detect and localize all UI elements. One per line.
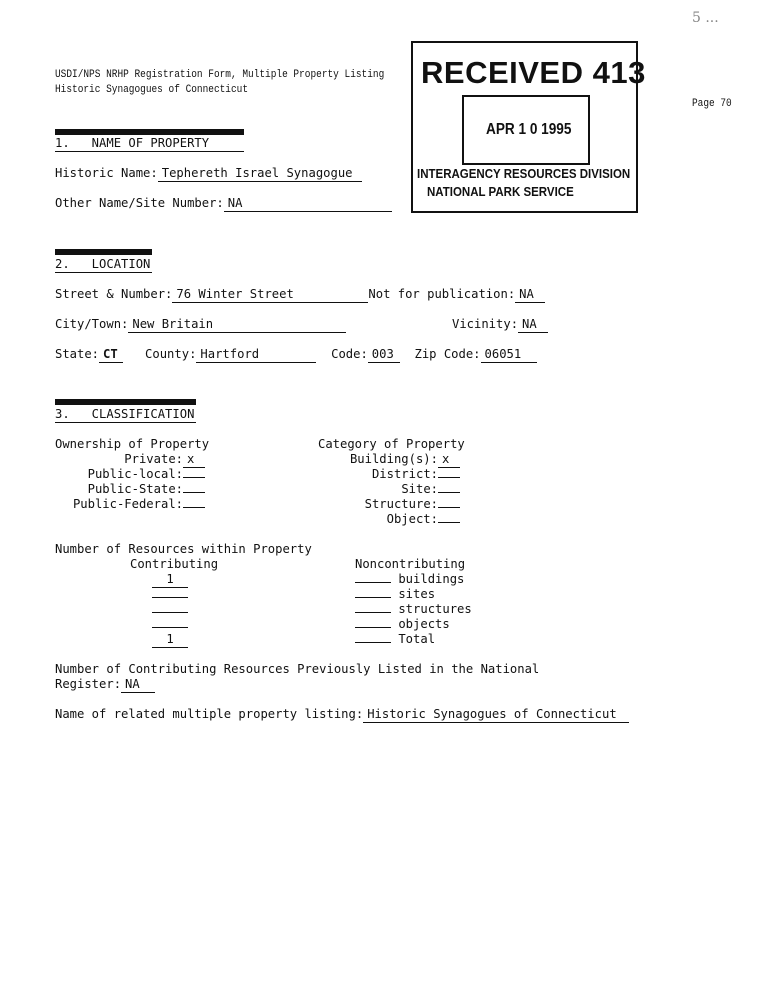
vicinity-label: Vicinity: bbox=[452, 317, 519, 331]
ownership-private-mark: x bbox=[183, 452, 205, 468]
ownership-label: Public-Federal: bbox=[72, 497, 183, 511]
category-heading: Category of Property bbox=[318, 437, 465, 451]
category-label: Structure: bbox=[364, 497, 438, 511]
other-name-row bbox=[55, 196, 392, 212]
historic-name-row bbox=[55, 166, 362, 182]
section-bar bbox=[55, 129, 244, 135]
previously-listed-row bbox=[55, 677, 155, 693]
category-label: Object: bbox=[386, 512, 438, 526]
contributing-buildings: 1 bbox=[152, 572, 188, 588]
state-value: CT bbox=[99, 347, 123, 363]
resources-heading: Number of Resources within Property bbox=[55, 542, 312, 556]
category-structure-mark bbox=[438, 507, 460, 508]
resource-type: sites bbox=[398, 587, 436, 601]
previously-listed-label: Register: bbox=[55, 677, 122, 691]
other-name-label: Other Name/Site Number: bbox=[55, 196, 224, 210]
related-listing-label: Name of related multiple property listing: bbox=[55, 707, 364, 721]
resource-type: objects bbox=[398, 617, 450, 631]
noncontributing-total bbox=[355, 642, 391, 643]
city-row bbox=[55, 317, 346, 333]
previously-listed-value: NA bbox=[121, 677, 155, 693]
category-label: District: bbox=[371, 467, 438, 481]
ownership-label: Public-local: bbox=[87, 467, 183, 481]
contributing-sites bbox=[152, 597, 188, 598]
category-building-mark: x bbox=[438, 452, 460, 468]
stamp-title: RECEIVED 413 bbox=[421, 55, 646, 90]
heading-underline bbox=[55, 272, 152, 273]
stamp-date: APR 1 0 1995 bbox=[486, 121, 572, 138]
city-value: New Britain bbox=[128, 317, 346, 333]
not-publication-value: NA bbox=[515, 287, 545, 303]
state-row bbox=[55, 347, 537, 363]
code-value: 003 bbox=[368, 347, 400, 363]
ownership-label: Private: bbox=[124, 452, 183, 466]
resource-type: Total bbox=[398, 632, 436, 646]
previously-listed-line1: Number of Contributing Resources Previously Listed in the National bbox=[55, 662, 540, 676]
noncontributing-structures bbox=[355, 612, 391, 613]
stamp-division: INTERAGENCY RESOURCES DIVISION bbox=[417, 167, 631, 181]
heading-underline bbox=[55, 151, 244, 152]
zip-label: Zip Code: bbox=[414, 347, 481, 361]
contributing-structures bbox=[152, 612, 188, 613]
contributing-heading: Contributing bbox=[130, 557, 219, 571]
vicinity-value: NA bbox=[518, 317, 548, 333]
ownership-heading: Ownership of Property bbox=[55, 437, 210, 451]
form-header-line1: USDI/NPS NRHP Registration Form, Multiple Property Listing bbox=[55, 69, 385, 81]
related-listing-row bbox=[55, 707, 629, 723]
county-label: County: bbox=[145, 347, 197, 361]
related-listing-value: Historic Synagogues of Connecticut bbox=[363, 707, 629, 723]
other-name-value: NA bbox=[224, 196, 392, 212]
not-publication-label: Not for publication: bbox=[368, 287, 516, 301]
category-district-mark bbox=[438, 477, 460, 478]
ownership-public-state-mark bbox=[183, 492, 205, 493]
noncontributing-buildings bbox=[355, 582, 391, 583]
zip-value: 06051 bbox=[481, 347, 537, 363]
handwritten-mark: 5 ... bbox=[692, 10, 719, 26]
received-stamp bbox=[411, 41, 646, 213]
category-object-mark bbox=[438, 522, 460, 523]
section-heading-location: 2. LOCATION bbox=[55, 257, 151, 271]
page-number: Page 70 bbox=[692, 98, 732, 110]
noncontributing-objects bbox=[355, 627, 391, 628]
resource-type: structures bbox=[398, 602, 472, 616]
contributing-total: 1 bbox=[152, 632, 188, 648]
stamp-agency: NATIONAL PARK SERVICE bbox=[427, 185, 574, 199]
contributing-objects bbox=[152, 627, 188, 628]
category-label: Site: bbox=[401, 482, 438, 496]
street-value: 76 Winter Street bbox=[172, 287, 368, 303]
category-label: Building(s): bbox=[349, 452, 438, 466]
section-heading-classification: 3. CLASSIFICATION bbox=[55, 407, 195, 421]
vicinity-row bbox=[452, 317, 548, 333]
ownership-label: Public-State: bbox=[87, 482, 183, 496]
ownership-public-local-mark bbox=[183, 477, 205, 478]
section-heading-name: 1. NAME OF PROPERTY bbox=[55, 136, 210, 150]
historic-name-value: Tephereth Israel Synagogue bbox=[158, 166, 362, 182]
stamp-date-box bbox=[462, 95, 590, 165]
ownership-public-federal-mark bbox=[183, 507, 205, 508]
noncontributing-sites bbox=[355, 597, 391, 598]
street-row bbox=[55, 287, 545, 303]
form-header-line2: Historic Synagogues of Connecticut bbox=[55, 84, 249, 96]
section-bar bbox=[55, 249, 152, 255]
noncontributing-heading: Noncontributing bbox=[355, 557, 466, 571]
heading-underline bbox=[55, 422, 196, 423]
state-label: State: bbox=[55, 347, 100, 361]
section-bar bbox=[55, 399, 196, 405]
city-label: City/Town: bbox=[55, 317, 129, 331]
category-site-mark bbox=[438, 492, 460, 493]
historic-name-label: Historic Name: bbox=[55, 166, 158, 180]
code-label: Code: bbox=[331, 347, 368, 361]
resource-type: buildings bbox=[398, 572, 465, 586]
county-value: Hartford bbox=[196, 347, 316, 363]
street-label: Street & Number: bbox=[55, 287, 173, 301]
